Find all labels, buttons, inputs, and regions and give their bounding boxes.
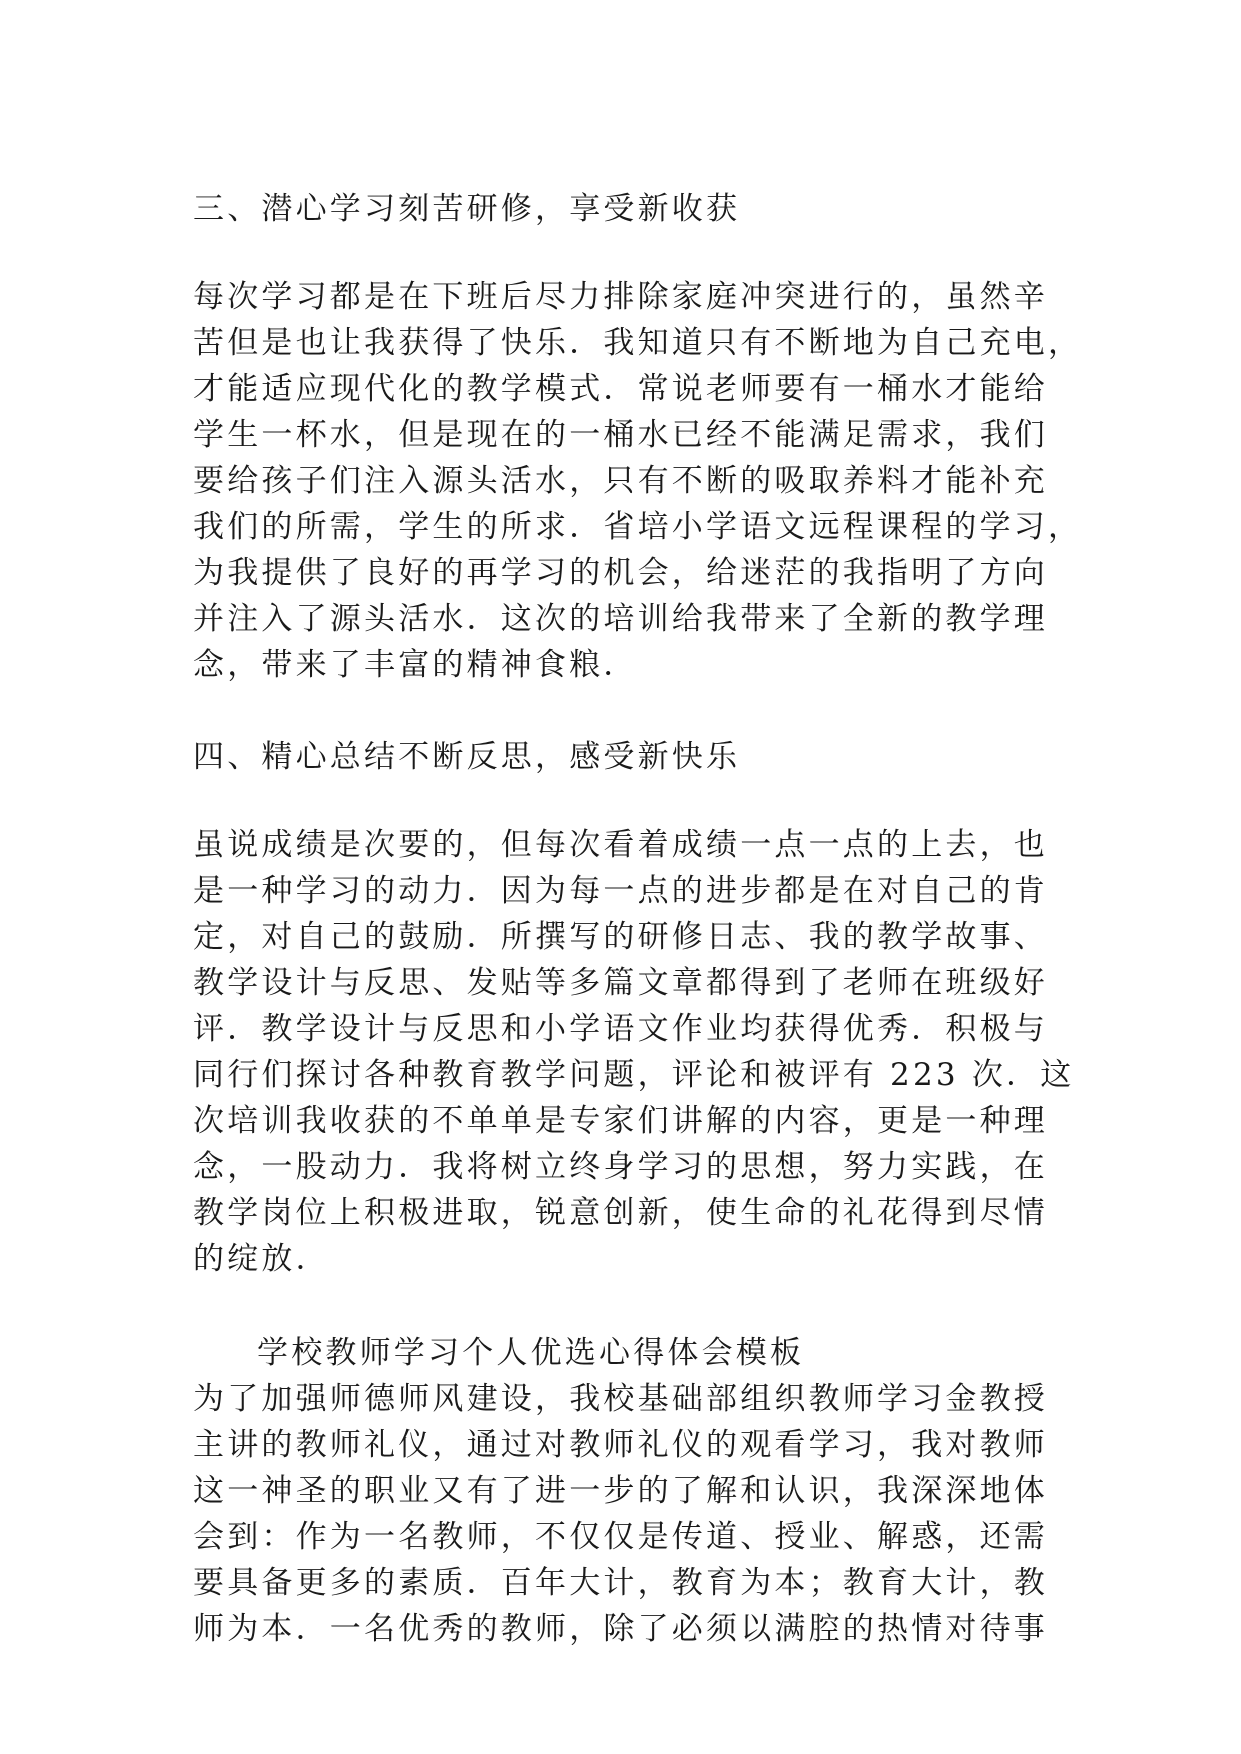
paragraph-line: 念，一股动力．我将树立终身学习的思想，努力实践，在 (193, 1149, 1048, 1185)
paragraph-line: 才能适应现代化的教学模式．常说老师要有一桶水才能给 (193, 371, 1048, 407)
paragraph-line: 虽说成绩是次要的，但每次看着成绩一点一点的上去，也 (193, 827, 1048, 863)
paragraph-line: 念，带来了丰富的精神食粮． (193, 647, 638, 683)
paragraph-line: 师为本．一名优秀的教师，除了必须以满腔的热情对待事 (193, 1611, 1048, 1647)
paragraph-line: 这一神圣的职业又有了进一步的了解和认识，我深深地体 (193, 1473, 1048, 1509)
paragraph-line: 并注入了源头活水．这次的培训给我带来了全新的教学理 (193, 601, 1048, 637)
spacer (193, 688, 1053, 734)
paragraph-line: 要给孩子们注入源头活水，只有不断的吸取养料才能补充 (193, 463, 1048, 499)
paragraph-line: 是一种学习的动力．因为每一点的进步都是在对自己的肯 (193, 873, 1048, 909)
paragraph-line: 同行们探讨各种教育教学问题，评论和被评有 223 次．这 (193, 1057, 1075, 1093)
paragraph-line: 我们的所需，学生的所求．省培小学语文远程课程的学习， (193, 509, 1083, 545)
spacer (193, 780, 1053, 822)
section-4-paragraph (193, 822, 1075, 1282)
spacer (193, 1282, 1053, 1330)
article-paragraph (193, 1376, 1053, 1652)
paragraph-line: 要具备更多的素质．百年大计，教育为本；教育大计，教 (193, 1565, 1048, 1601)
section-3-paragraph (193, 274, 1083, 688)
paragraph-line: 定，对自己的鼓励．所撰写的研修日志、我的教学故事、 (193, 919, 1048, 955)
paragraph-line: 为我提供了良好的再学习的机会，给迷茫的我指明了方向 (193, 555, 1048, 591)
spacer (193, 232, 1053, 274)
section-3-heading: 三、潜心学习刻苦研修，享受新收获 (193, 191, 741, 227)
paragraph-line: 教学岗位上积极进取，锐意创新，使生命的礼花得到尽情 (193, 1195, 1048, 1231)
paragraph-line: 每次学习都是在下班后尽力排除家庭冲突进行的，虽然辛 (193, 279, 1048, 315)
paragraph-line: 会到：作为一名教师，不仅仅是传道、授业、解惑，还需 (193, 1519, 1048, 1555)
paragraph-line: 的绽放． (193, 1241, 330, 1277)
paragraph-line: 评．教学设计与反思和小学语文作业均获得优秀．积极与 (193, 1011, 1048, 1047)
section-4-heading: 四、精心总结不断反思，感受新快乐 (193, 739, 741, 775)
paragraph-line: 学生一杯水，但是现在的一桶水已经不能满足需求，我们 (193, 417, 1048, 453)
paragraph-line: 教学设计与反思、发贴等多篇文章都得到了老师在班级好 (193, 965, 1048, 1001)
paragraph-line: 主讲的教师礼仪，通过对教师礼仪的观看学习，我对教师 (193, 1427, 1048, 1463)
paragraph-line: 次培训我收获的不单单是专家们讲解的内容，更是一种理 (193, 1103, 1048, 1139)
article-title: 学校教师学习个人优选心得体会模板 (257, 1335, 805, 1371)
paragraph-line: 为了加强师德师风建设，我校基础部组织教师学习金教授 (193, 1381, 1048, 1417)
paragraph-line: 苦但是也让我获得了快乐．我知道只有不断地为自己充电， (193, 325, 1083, 361)
document-page (193, 186, 1083, 1652)
